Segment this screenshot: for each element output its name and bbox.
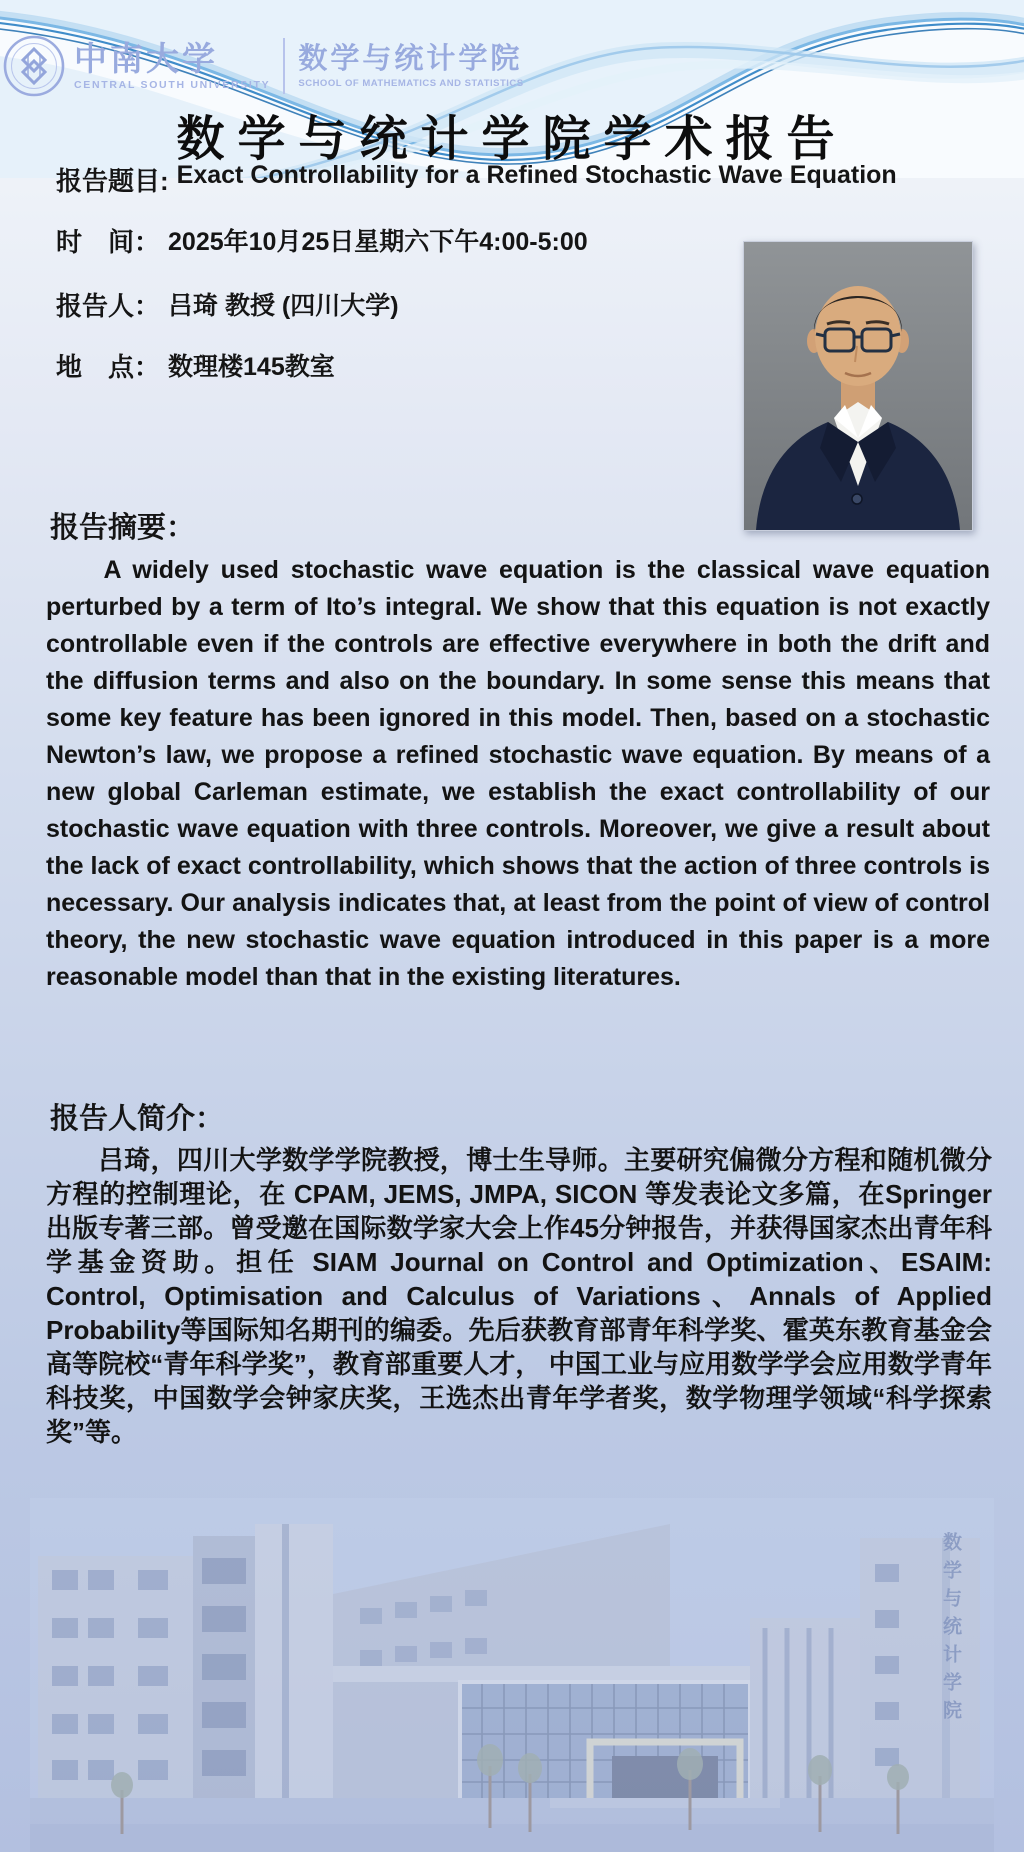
building-sign-text: 数学与统计学院 [940,1532,961,1728]
logo-divider [283,38,285,94]
university-name-cn: 中南大学 [74,38,218,78]
speaker-value: 吕琦 教授 (四川大学) [168,292,399,320]
university-name-en: CENTRAL SOUTH UNIVERSITY [74,78,271,91]
talk-topic-line [56,161,897,198]
talk-time-line [56,222,588,259]
venue-label: 地 点： [56,352,161,382]
school-name-block [298,43,523,89]
university-seal-icon [2,34,66,98]
abstract-text: A widely used stochastic wave equation is the classical wave equation perturbed by a term of Ito’s integral. We show that this equation is not exactly controllable even if the controls are effective everywhere in both the drift and the diffusion terms and also on the boundary. In some sense this means that some key feature has been ignored in this model. Then, based on a stochastic Newton’s law, we propose a refined stochastic wave equation. By means of a new global Carleman estimate, we establish the exact controllability of our stochastic wave equation with three controls. Moreover, we give a result about the lack of exact controllability, which shows that the action of three controls is necessary. Our analysis indicates that, at least from the point of view of control theory, the new stochastic wave equation introduced in this paper is a more reasonable model than that in the existing literatures. [46,556,990,991]
page-title: 数学与统计学院学术报告 [176,111,848,167]
talk-speaker-line [56,286,399,323]
time-value: 2025年10月25日星期六下午4:00-5:00 [168,228,588,256]
speaker-photo [743,241,973,531]
talk-venue-line [56,347,335,384]
university-logo [2,34,524,98]
school-name-cn: 数学与统计学院 [298,43,523,75]
venue-value: 数理楼145教室 [168,353,335,381]
bio-label: 报告人简介： [50,1103,225,1135]
speaker-label: 报告人： [56,291,161,321]
university-name-block [74,38,271,91]
bio-text: 吕琦，四川大学数学学院教授，博士生导师。主要研究偏微分方程和随机微分方程的控制理论，在 CPAM, JEMS, JMPA, SICON 等发表论文多篇，在Springer出版专著三部。曾受邀在国际数学家大会上作45分钟报告，并获得国家杰出青年科学基金资助。担任 SIAM Journal on Control and Optimization、ESAIM: Control, Optimisation and Calculus of Variations、Annals of Applied Probability等国际知名期刊的编委。先后获教育部青年科学奖、霍英东教育基金会高等院校“青年科学奖”，教育部重要人才， 中国工业与应用数学学会应用数学青年科技奖，中国数学会钟家庆奖，王选杰出青年学者奖，数学物理学领域“科学探索奖”等。 [46,1145,992,1447]
school-name-en: SCHOOL OF MATHEMATICS AND STATISTICS [298,78,524,89]
abstract-label: 报告摘要： [50,512,196,544]
topic-label: 报告题目: [56,166,169,196]
topic-value: Exact Controllability for a Refined Stochastic Wave Equation [176,161,897,189]
building-photo [30,1498,994,1852]
time-label: 时 间： [56,227,161,257]
